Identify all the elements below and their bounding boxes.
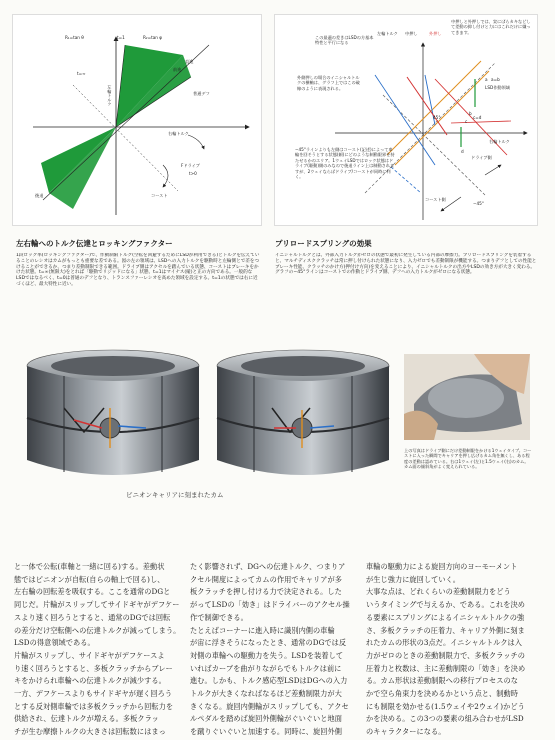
label-cd: c=d	[473, 115, 482, 120]
locking-factor-diagram	[12, 14, 262, 226]
label-45: 45°	[433, 115, 441, 120]
preload-graph	[275, 15, 537, 225]
body-line: 態ではピニオンが自転(自らの軸上で回る)し、	[14, 574, 165, 584]
body-line: る要素にスプリングによるイニシャルトルクの強	[366, 612, 525, 622]
note-bottom: −45°ラインよりも左側はコースト(記述)によって車輪を回そうとする状態(頼)にどのような制動限界を持たせるかのエリア。1ウェイLSDではロック状態はドライブ(駆動)側のみなので後退ライン上は制動されますが、2ウェイならばドライブ/コーストが同時に利く。	[295, 147, 395, 180]
body-line: のキャラクターになる。	[366, 727, 446, 737]
label-ae: a=b	[491, 77, 500, 82]
preload-diagram	[274, 14, 538, 226]
body-line: 供給され、伝達トルクが増える。多板クラッ	[14, 714, 159, 724]
body-line: 一方、デフケースよりもサイドギヤが遅く回ろう	[14, 689, 173, 698]
body-line: 同じだ。片輪がスリップしてサイドギヤがデフケー	[14, 600, 180, 610]
body-line: がってLSDの「効き」はドライバーのアクセル操	[190, 600, 350, 610]
label-f-drive: Fドライブ	[181, 163, 200, 168]
label-forward: 前進	[173, 67, 182, 72]
label-tinf: t=∞	[77, 71, 86, 76]
body-line: と一体で公転(車軸と一緒に回る)する。差動状	[14, 562, 165, 571]
cam-photo-caption: ピニオンキャリアに刻まれたカム	[126, 491, 224, 499]
body-line: 左右輪の回転差を吸収する。ここを通常のDGと	[14, 587, 171, 597]
body-line: れたカムの形状の3点だ。イニシャルトルクは入	[366, 638, 523, 648]
body-line: とする反対側車輪では多板クラッチから回転力を	[14, 701, 174, 711]
body-line: を蹴りぐいぐいと加速する。同時に、旋回外側	[190, 727, 342, 737]
body-line: る。カム形状は差動制限への移行プロセスのな	[366, 676, 518, 686]
body-line: にも制限を効かせる(1.5ウェイや2ウェイ)かどう	[366, 701, 525, 711]
body-line: いうタイミングで与えるか、である。これを決め	[366, 600, 525, 610]
locking-factor-graph	[13, 15, 261, 225]
label-neg45: −45°	[473, 201, 484, 206]
body-line: キをかけられ車輪への伝達トルクが減少する。	[14, 676, 166, 686]
label-a: a	[485, 77, 488, 82]
label-lsd: LSD作動領域	[485, 85, 510, 90]
note-angle: この最適の差きはLSDの方基本特性と平行になる	[315, 35, 374, 46]
label-coast: コースト	[151, 193, 168, 198]
left-description: 1段ロック率(ロッキングファクター)で、作動制限トルク(空転を回避するためにLSDが利用できる)とトルクを伝えていることのレシオはカムがもっとも重要な差である。図の左の領域は、LSDへの入力トルクを駆動時と左輪側とで差をつけることができるか、つまり差動制限できる範囲。ドライブ側はアクセルを踏んでいる状態、コーストはブレーキをかけた状態。t=∞(無限大)をとれば「駆動でリジッドになる」状態、t=1はマイナス(縦)と正の方向である。一般的なLSDではなるべく、t=0は普通のデフとなり、トランスファーレシオを高めた領域を設定する。t=1の状態では右に近づくほど、最大特性に近い。	[16, 253, 260, 287]
label-left-torque-r: 左輪トルク	[377, 31, 398, 36]
body-line: かを決める。この3つの要素の組み合わせがLSD	[366, 714, 524, 724]
body-line: が生じ強力に旋回していく。	[366, 574, 460, 584]
body-line: きくなる。旋回内側輪がスリップしても、アクセ	[190, 701, 349, 711]
note-side: 外側押しの場合のイニシャルトルクの横軸は、グラフ上ではこの破線のように表現される。	[297, 75, 360, 91]
body-line: 作で制御できる。	[190, 612, 248, 622]
label-coast-r: コースト側	[425, 197, 446, 202]
body-line: スより速く回ろうとすると、通常のDGでは回転	[14, 612, 171, 622]
cam-photo-right	[214, 348, 392, 478]
body-line: 対側の車輪への駆動力を失う。LSDを装着して	[190, 650, 344, 660]
label-r1: R₁=tan θ	[65, 35, 84, 40]
body-line: ルペダルを踏めば旋回外側輪がぐいぐいと地面	[190, 714, 342, 724]
hand-photo	[404, 354, 530, 440]
cam-photo-left	[24, 348, 202, 478]
hand-photo-caption: 上の写真はドライブ側にだけ差動制限をかける1ウェイタイプ。コーストに入った瞬間でキャリアを押し広げるカム角を無くし、ある程度の差動は認めている。右は1ウェイ(左)と1.5ウェイ(右)のカム。カム面の傾斜角がよく変えられている。	[404, 448, 532, 470]
body-line: 片輪がスリップし、サイドギヤがデフケースよ	[14, 650, 165, 660]
body-line: クセル開度によってカムの作用でキャリアが多	[190, 574, 342, 584]
note-top: 中押しと外押しでは、実にばらカキなどして差動の抑し付けと力にはこれだけに嫌ってきます。	[451, 19, 531, 35]
body-line: 進む。しかも、トルク感応型LSDはDGへの入力	[190, 676, 348, 686]
label-b: b	[469, 111, 472, 116]
right-caption-title: プリロードスプリングの効果	[275, 239, 372, 248]
label-lock: 直進	[185, 59, 194, 64]
body-line: さ、多板クラッチの圧着力、キャリア外側に刻ま	[366, 625, 525, 635]
right-description: イニシャルトルクとは、外部入力トルクがゼロの状態で最初に発生している内部の摩擦力。プリロードスプリングを装着すると、マルチディスククラッチは常に押し付けられた状態になり、入力ゼロでも差動制限が機能する。つまりデフとしての性能とブレーキ性能、クラッチのかけ方(押付け方向)を変えることにより、イニシャルトルクの出方やLSDの効き方が大きく変わる。グラフの−45°ラインはコーストでの作動とドライブ側、デフへの入力トルクがゼロになる状態。	[275, 253, 537, 276]
body-line: 力がゼロのときの差動制限力で、多板クラッチの	[366, 650, 525, 660]
label-t1: t=1	[117, 35, 125, 40]
label-right-torque: 右輪トルク	[168, 131, 189, 136]
label-outer: 外押し	[429, 31, 442, 36]
body-line: 大事な点は、どれくらいの差動制限力をどう	[366, 587, 511, 597]
body-line: り速く回ろうとすると、多板クラッチからブレー	[14, 663, 173, 673]
body-line: の差分だけ空転側への伝達トルクが減ってしまう。	[14, 625, 181, 635]
body-line: かで空ら角束力を決めるかという点と、制動時	[366, 689, 518, 698]
body-line: 圧着力と枚数は、主に差動制限の「効き」を決め	[366, 663, 526, 673]
body-line: LSDの得意領域である。	[14, 638, 95, 648]
label-left-torque: 左輪トルク	[107, 85, 113, 106]
label-drive: ドライブ側	[471, 155, 492, 160]
body-line: たとえばコーナーに進入時に識別内側の車輪	[190, 625, 335, 635]
label-backward: 後退	[35, 193, 44, 198]
label-c: c	[465, 119, 468, 124]
body-line: いればカーブを曲がりながらでもトルクは前に	[190, 663, 342, 673]
body-line: たく影響されず、DGへの伝達トルク、つまりア	[190, 562, 346, 571]
label-mid: 中押し	[405, 31, 418, 36]
body-line: トルクが大きくなればなるほど差動制限力が大	[190, 689, 342, 698]
label-normal-diff: 普通デフ	[193, 91, 210, 96]
label-right-torque-r: 右輪トルク	[489, 139, 510, 144]
body-line: 板クラッチを押し付ける力で決定される。した	[190, 587, 342, 597]
label-t0: t>0	[189, 171, 197, 176]
label-r2: R₂=tan φ	[143, 35, 163, 40]
left-caption-title: 左右輪へのトルク伝達とロッキングファクター	[16, 239, 173, 248]
body-line: 車輪の駆動力による旋回方向のヨーモーメント	[366, 562, 518, 571]
body-line: が宙に浮きそうになったとき、通常のDGでは反	[190, 638, 347, 648]
label-d: d	[461, 149, 464, 154]
body-line: チが生む摩擦トルクの大きさは回転数にはまっ	[14, 727, 166, 737]
